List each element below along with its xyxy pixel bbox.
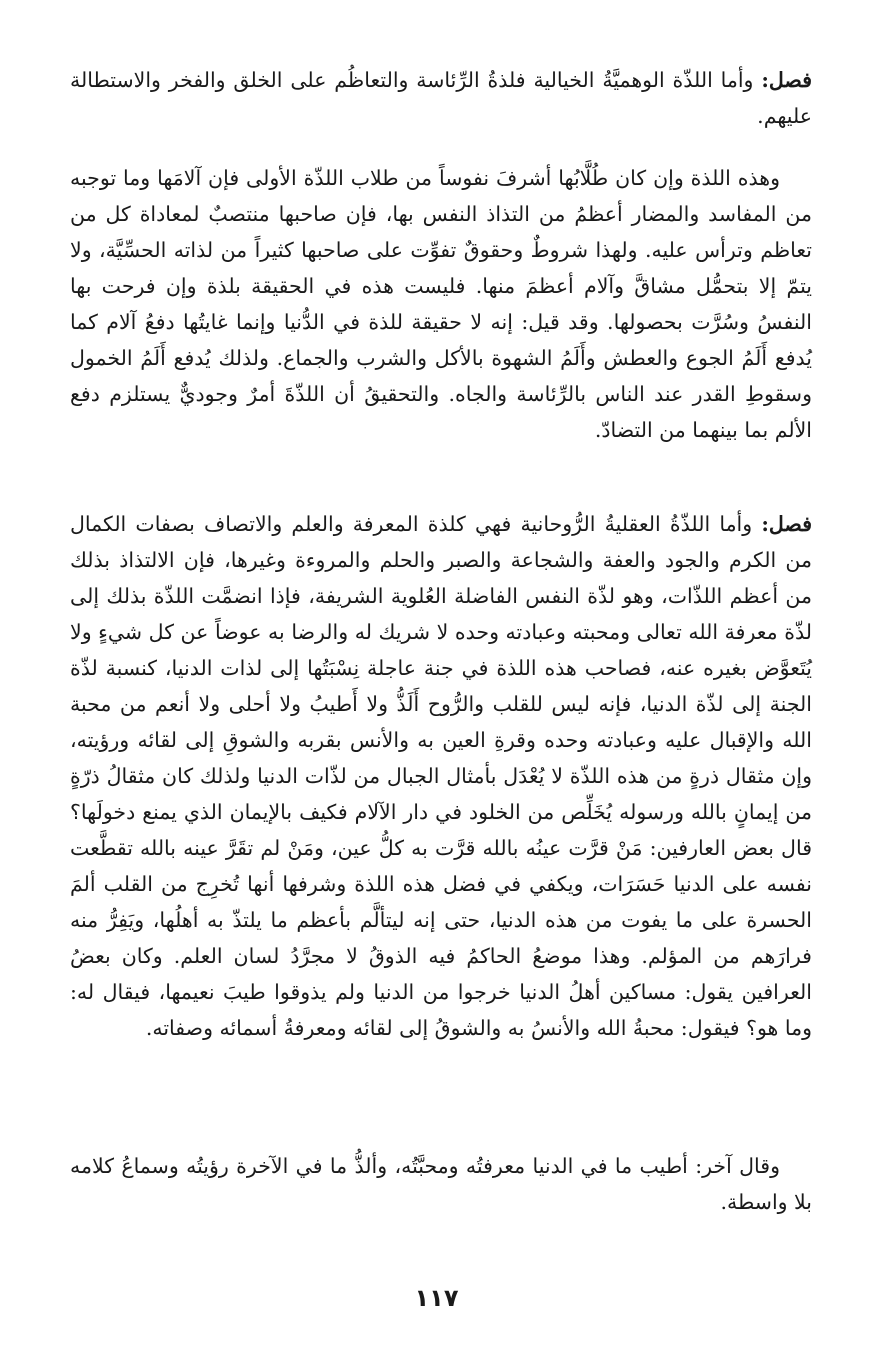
paragraph-text: وأما اللذّة الوهميَّةُ الخيالية فلذةُ الرِّئاسة والتعاظُم على الخلق والفخر والاستطالة عليهم.: [70, 68, 812, 128]
page-number: ١١٧: [414, 1284, 459, 1312]
fasl-label: فصل:: [761, 68, 812, 92]
paragraph-another-saying: [70, 1148, 812, 1220]
paragraph-text: وأما اللذّةُ العقليةُ الرُّوحانية فهي كلذة المعرفة والعلم والاتصاف بصفات الكمال من الكرم والجود والعفة والشجاعة والصبر والحلم والمروءة وغيرها، فإن الالتذاذ بذلك من أعظم اللذّات، وهو لذّة النفس الفاضلة العُلوية الشريفة، فإذا انضمَّت اللذّة بذلك إلى لذّة معرفة الله تعالى ومحبته وعبادته وحده لا شريك له والرضا به عوضاً عن كل شيءٍ ولا يُتَعوَّض بغيره عنه، فصاحب هذه اللذة في جنة عاجلة نِسْبَتُها إلى لذات الدنيا، كنسبة لذّة الجنة إلى لذّة الدنيا، فإنه ليس للقلب والرُّوح أَلَذُّ ولا أَطيبُ ولا أحلى ولا أنعم من محبة الله والإقبال عليه وعبادته وحده وقرةِ العين به والأنس بقربه والشوقِ إلى لقائه ورؤيته، وإن مثقال ذرةٍ من هذه اللذّة لا يُعْدَل بأمثال الجبال من لذّات الدنيا ولذلك كان مثقالُ ذرّةٍ من إيمانٍ بالله ورسوله يُخَلِّص من الخلود في دار الآلام فكيف بالإيمان الذي يمنع دخولَها؟ قال بعض العارفين: مَنْ قرَّت عينُه بالله قرَّت به كلُّ عين، ومَنْ لم تقَرَّ عينه بالله تقطَّعت نفسه على الدنيا حَسَرَات، ويكفي في فضل هذه اللذة وشرفها أنها تُخرِج من القلب ألمَ الحسرة على ما يفوت من هذه الدنيا، حتى إنه ليتألَّم بأعظم ما يلتذّ به أهلُها، ويَفِرُّ منه فرارَهم من المؤلم. وهذا موضعُ الحاكمُ فيه الذوقُ لا مجرَّدُ لسان العلم. وكان بعضُ العرافين يقول: مساكين أهلُ الدنيا خرجوا من الدنيا ولم يذوقوا طيبَ نعيمها، فيقال له: وما هو؟ فيقول: محبةُ الله والأنسُ به والشوقُ إلى لقائه ومعرفةُ أسمائه وصفاته.: [70, 512, 812, 1040]
paragraph-leadership-pleasure: [70, 160, 812, 448]
paragraph-fasl-spiritual-pleasure: [70, 506, 812, 1046]
fasl-label: فصل:: [761, 512, 812, 536]
paragraph-text: وهذه اللذة وإن كان طُلَّابُها أشرفَ نفوساً من طلاب اللذّة الأولى فإن آلامَها وما توجبه من المفاسد والمضار أعظمُ من التذاذ النفس بها، فإن صاحبها منتصبٌ لمعاداة كل من تعاظم وترأس عليه. ولهذا شروطٌ وحقوقٌ تفوِّت على صاحبها كثيراً من لذاته الحسِّيَّة، ولا يتمّ إلا بتحمُّل مشاقَّ وآلام أعظمَ منها. فليست هذه في الحقيقة بلذة وإن فرحت بها النفسُ وسُرَّت بحصولها. وقد قيل: إنه لا حقيقة للذة في الدُّنيا وإنما غايتُها دفعُ آلام كما يُدفع أَلَمُ الجوع والعطش وأَلَمُ الشهوة بالأكل والشرب والجماع. ولذلك يُدفع أَلَمُ الخمول وسقوطِ القدر عند الناس بالرِّئاسة والجاه. والتحقيقُ أن اللذّةَ أمرٌ وجوديٌّ يستلزم دفع الألم بما بينهما من التضادّ.: [70, 166, 812, 442]
paragraph-text: وقال آخر: أطيب ما في الدنيا معرفتُه ومحبَّتُه، وألذُّ ما في الآخرة رؤيتُه وسماعُ كلامه بلا واسطة.: [70, 1154, 812, 1214]
paragraph-fasl-imaginary-pleasure: [70, 62, 812, 134]
